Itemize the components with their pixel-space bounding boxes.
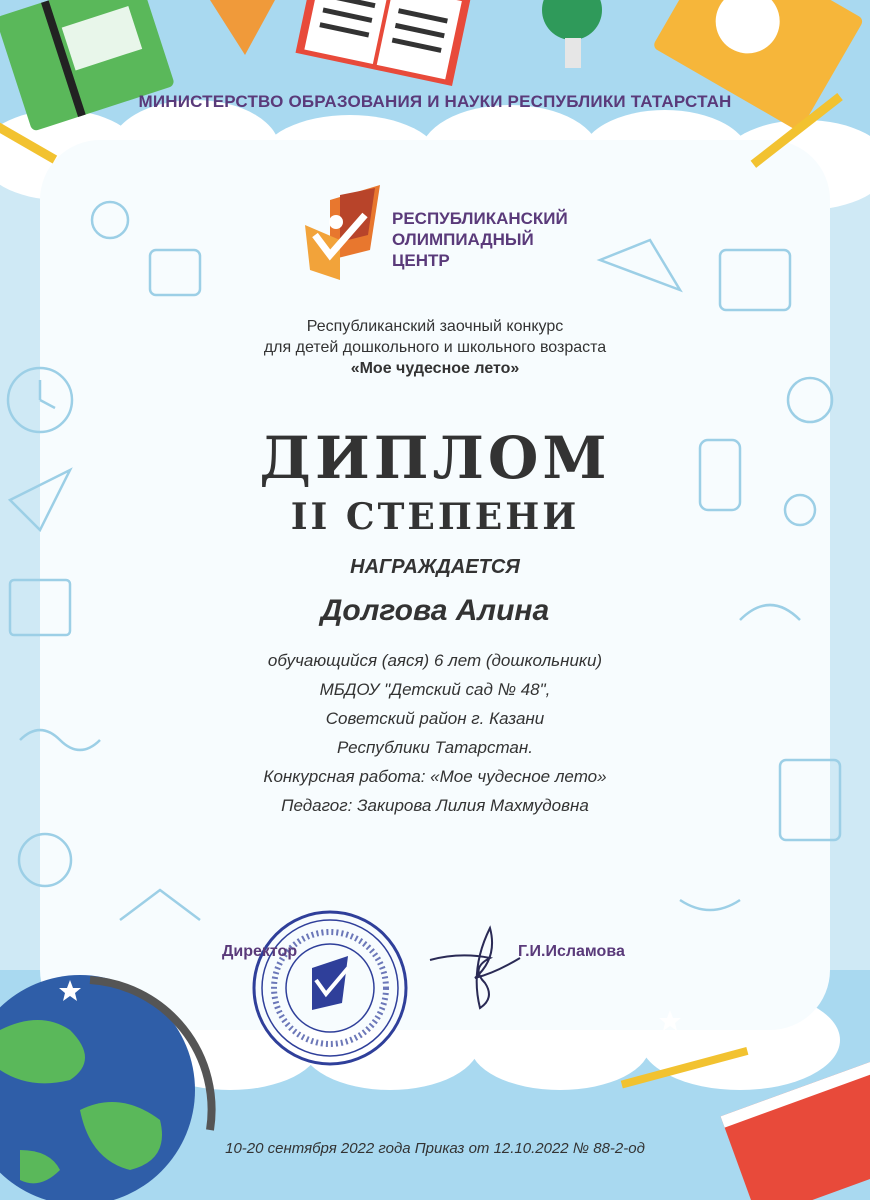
contest-title: «Мое чудесное лето»: [350, 360, 520, 377]
contest-description: [0, 316, 870, 379]
director-name: Г.И.Исламова: [518, 943, 625, 960]
olympiad-center-logo: [300, 180, 580, 290]
diploma-degree: II СТЕПЕНИ: [290, 496, 580, 538]
director-label: Директор: [222, 943, 298, 960]
details-line: Конкурсная работа: «Мое чудесное лето»: [263, 767, 607, 786]
contest-line: Республиканский заочный конкурс: [306, 318, 564, 335]
details-line: Республики Татарстан.: [337, 738, 533, 757]
logo-text: [392, 208, 568, 271]
logo-line: ЦЕНТР: [392, 251, 450, 270]
recipient-details: [0, 646, 870, 820]
logo-line: РЕСПУБЛИКАНСКИЙ: [392, 209, 568, 228]
logo-emblem-icon: [300, 180, 390, 290]
details-line: Педагог: Закирова Лилия Махмудовна: [281, 796, 589, 815]
details-line: обучающийся (аяся) 6 лет (дошкольники): [267, 651, 603, 670]
diploma-title: ДИПЛОМ: [259, 424, 611, 492]
doodle-background: [0, 180, 870, 1000]
school-supplies-illustration: [0, 0, 870, 180]
contest-line: для детей дошкольного и школьного возраста: [263, 339, 607, 356]
logo-line: ОЛИМПИАДНЫЙ: [392, 230, 534, 249]
ministry-header: МИНИСТЕРСТВО ОБРАЗОВАНИЯ И НАУКИ РЕСПУБЛИКИ ТАТАРСТАН: [138, 92, 732, 111]
details-line: Советский район г. Казани: [325, 709, 545, 728]
awarded-label: НАГРАЖДАЕТСЯ: [350, 556, 520, 578]
details-line: МБДОУ "Детский сад № 48",: [319, 680, 551, 699]
recipient-name: Долгова Алина: [320, 594, 550, 627]
director-signature: [420, 915, 530, 1015]
footer-order-info: 10-20 сентября 2022 года Приказ от 12.10.2022 № 88-2-од: [225, 1140, 645, 1157]
official-stamp: [250, 908, 410, 1068]
